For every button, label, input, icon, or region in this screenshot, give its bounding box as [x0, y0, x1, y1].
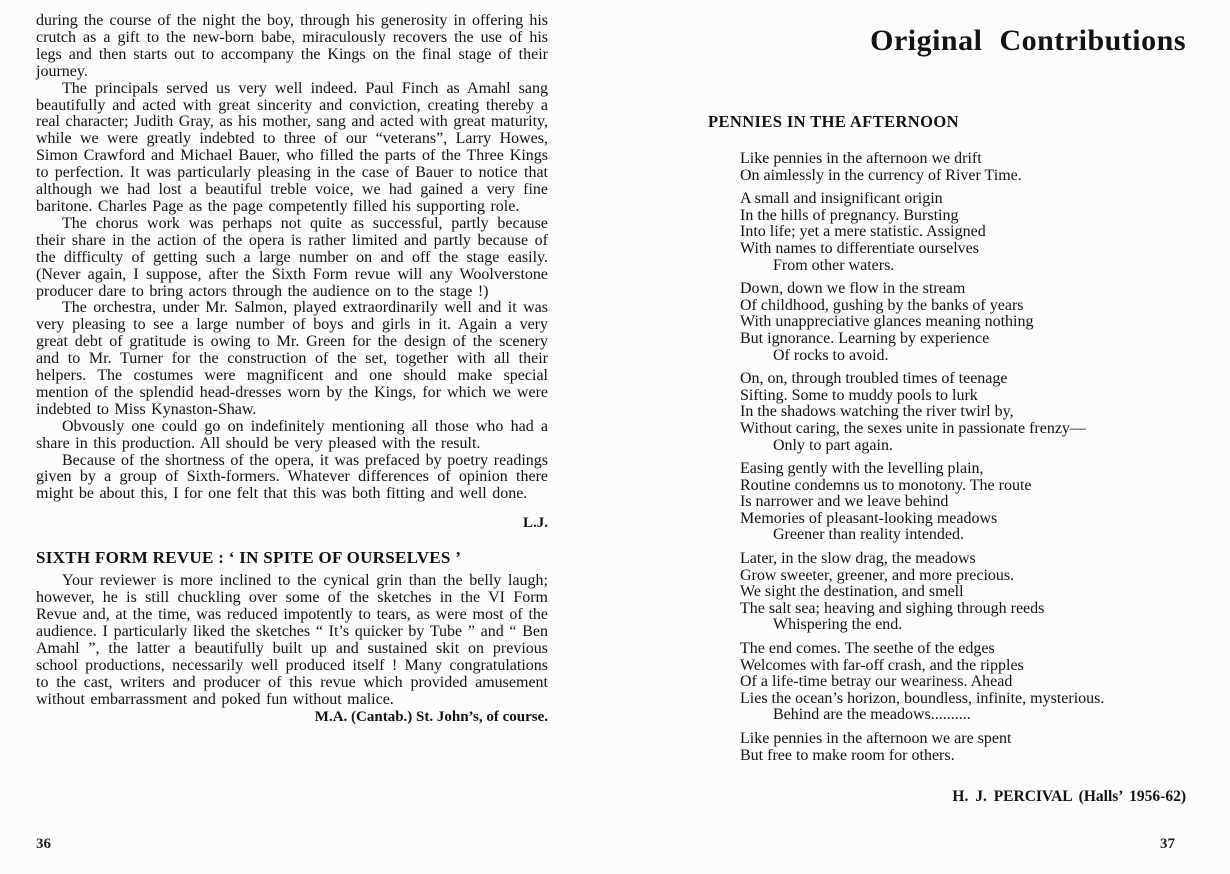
poem-line: Grow sweeter, greener, and more precious. [740, 566, 1015, 584]
poem-line: Down, down we flow in the stream [740, 280, 966, 298]
poem-line: In the hills of pregnancy. Bursting [740, 206, 959, 224]
page-number-left: 36 [36, 836, 51, 852]
poem-stanza [740, 461, 1186, 544]
poem-stanza [740, 551, 1186, 634]
poem-line: Welcomes with far-off crash, and the ripples [740, 656, 1024, 674]
poem-line: Routine condemns us to monotony. The route [740, 476, 1032, 494]
poem-line: In the shadows watching the river twirl by, [740, 403, 1014, 421]
poem-line: With unappreciative glances meaning nothing [740, 313, 1034, 331]
poem [740, 151, 1186, 764]
poem-line: Into life; yet a mere statistic. Assigned [740, 223, 986, 241]
poem-line: Easing gently with the levelling plain, [740, 460, 984, 478]
reviewer-signature: M.A. (Cantab.) St. John’s, of course. [314, 708, 548, 725]
body-paragraph: Because of the shortness of the opera, it was prefaced by poetry readings given by a group of Sixth-formers. Whatever differences of opinion there might be about this, I for one felt that this was both fitting and well done. [36, 451, 548, 503]
body-paragraph: Obvously one could go on indefinitely mentioning all those who had a share in this production. All should be very pleased with the result. [36, 417, 548, 452]
poem-line: A small and insignificant origin [740, 190, 943, 208]
poem-byline: H. J. PERCIVAL (Halls’ 1956-62) [952, 788, 1186, 806]
poem-line: Like pennies in the afternoon we are spent [740, 730, 1012, 747]
poem-line: Without caring, the sexes unite in passionate frenzy— [740, 419, 1086, 437]
poem-line: Of rocks to avoid. [773, 346, 889, 364]
body-paragraph: The chorus work was perhaps not quite as successful, partly because their share in the action of the opera is rather limited and partly because of the difficulty of getting such a large number on and off the stage easily. (Never again, I suppose, after the Sixth Form revue will any Woolverstone producer dare to bring actors through the audience on to the stage !) [36, 214, 548, 300]
reviewer-initials: L.J. [522, 515, 548, 532]
poem-line: Of a life-time betray our weariness. Ahead [740, 673, 1013, 691]
poem-line: Whispering the end. [773, 616, 903, 634]
poem-line: The salt sea; heaving and sighing through reeds [740, 599, 1045, 617]
poem-line: Later, in the slow drag, the meadows [740, 550, 976, 568]
poem-line: On aimlessly in the currency of River Time. [740, 166, 1022, 184]
poem-line: Only to part again. [773, 436, 893, 454]
section-title: Original Contributions [870, 24, 1186, 57]
body-paragraph: The orchestra, under Mr. Salmon, played extraordinarily well and it was very pleasing to see a large number of boys and girls in it. Again a very great debt of gratitude is owing to Mr. Green for the design of the scenery and to Mr. Turner for the construction of the set, together with all their helpers. The costumes were magnificent and one should make special mention of the splendid head-dresses worn by the Kings, for which we were indebted to Miss Kynaston-Shaw. [36, 299, 548, 418]
poem-line: But ignorance. Learning by experience [740, 329, 990, 347]
poem-line: Behind are the meadows.......... [773, 706, 971, 724]
poem-line: On, on, through troubled times of teenage [740, 370, 1008, 388]
body-paragraph: The principals served us very well indeed. Paul Finch as Amahl sang beautifully and acted with great sincerity and conviction, creating thereby a real character; Judith Gray, as his mother, sang and acted with great maturity, while we were greatly indebted to three of our “veterans”, Larry Howes, Simon Crawford and Michael Bauer, who filled the parts of the Three Kings to perfection. It was particularly pleasing in the case of Bauer to notice that although we had lost a beautiful treble voice, we had gained a very fine baritone. Charles Page as the page competently filled his supporting role. [36, 79, 548, 215]
poem-line: But free to make room for others. [740, 746, 955, 764]
body-paragraph: during the course of the night the boy, through his generosity in offering his crutch as a gift to the new-born babe, miraculously recovers the use of his legs and then starts out to accompany the Kings on the final stage of their journey. [36, 12, 548, 80]
poem-line: Lies the ocean’s horizon, boundless, infinite, mysterious. [740, 689, 1105, 707]
right-page [708, 0, 1186, 806]
left-page [36, 13, 548, 726]
poem-stanza [740, 191, 1186, 274]
poem-line: Like pennies in the afternoon we drift [740, 150, 982, 167]
poem-stanza [740, 731, 1186, 764]
poem-stanza [740, 281, 1186, 364]
poem-line: Is narrower and we leave behind [740, 493, 949, 511]
poem-line: Memories of pleasant-looking meadows [740, 509, 998, 527]
poem-line: Sifting. Some to muddy pools to lurk [740, 386, 978, 404]
revue-paragraph: Your reviewer is more inclined to the cynical grin than the belly laugh; however, he is still chuckling over some of the sketches in the VI Form Revue and, at the time, was reduced impotently to tears, as were most of the audience. I particularly liked the sketches “ It’s quicker by Tube ” and “ Ben Amahl ”, the latter a beautifully built up and sustained skit on previous school productions, necessarily well produced itself ! Many congratulations to the cast, writers and producer of this revue which provided amusement without embarrassment and poked fun without malice. [36, 572, 548, 708]
page-number-right: 37 [1160, 836, 1175, 852]
poem-line: Greener than reality intended. [773, 526, 965, 544]
poem-stanza [740, 371, 1186, 454]
poem-title: PENNIES IN THE AFTERNOON [708, 112, 959, 131]
poem-line: Of childhood, gushing by the banks of years [740, 296, 1024, 314]
poem-line: We sight the destination, and smell [740, 583, 964, 601]
poem-stanza [740, 641, 1186, 724]
poem-stanza [740, 151, 1186, 184]
poem-line: With names to differentiate ourselves [740, 239, 979, 257]
revue-article-heading: SIXTH FORM REVUE : ‘ IN SPITE OF OURSELVES ’ [36, 548, 462, 568]
poem-line: From other waters. [773, 256, 895, 274]
poem-line: The end comes. The seethe of the edges [740, 640, 995, 658]
